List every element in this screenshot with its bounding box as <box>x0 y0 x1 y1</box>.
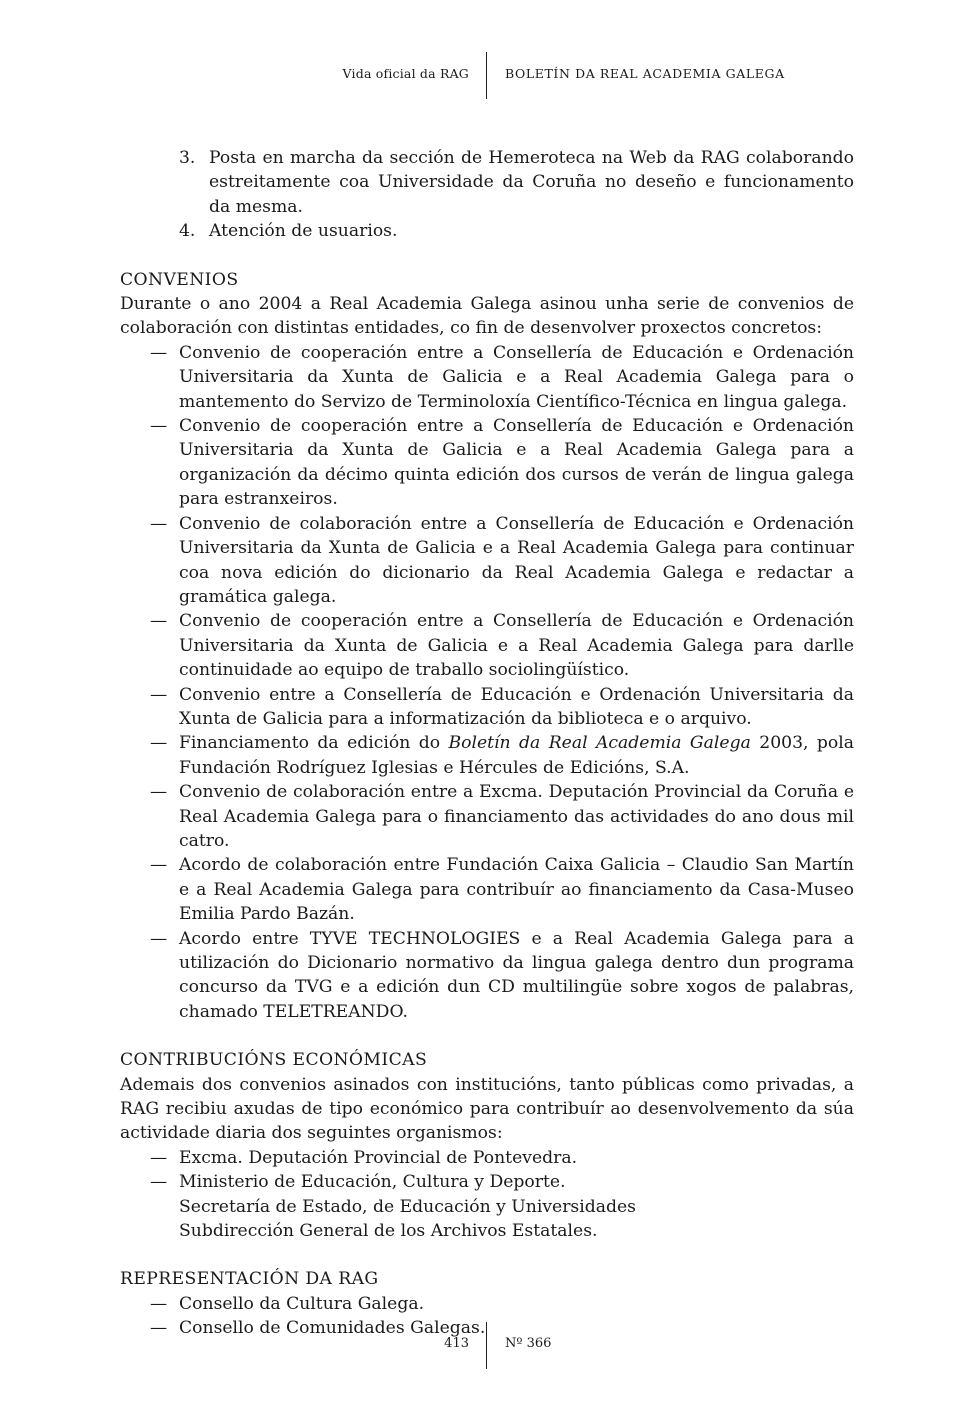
list-item <box>120 927 854 1025</box>
item-text: Ministerio de Educación, Cultura y Deporte. <box>179 1172 566 1193</box>
item-text: Convenio de colaboración entre a Consellería de Educación e Ordenación Universitaria da Xunta de Galicia e a Real Academia Galega para continuar coa nova edición do dicionario da Real Academia Galega e redactar a gramática galega. <box>179 513 854 607</box>
item-number: 3. <box>179 148 196 168</box>
dash-marker: — <box>150 1293 168 1314</box>
list-item <box>120 341 854 414</box>
list-item <box>120 219 854 243</box>
dash-marker: — <box>150 684 168 705</box>
convenios-list <box>120 341 854 1024</box>
item-number: 4. <box>179 221 196 242</box>
list-item <box>120 1292 854 1316</box>
item-text: Acordo entre TYVE TECHNOLOGIES e a Real Academia Galega para a utilización do Dicionario normativo da lingua galega dentro dun programa concurso da TVG e a edición dun CD multilingüe sobre xogos de palabras, chamado TELETREANDO. <box>179 928 854 1022</box>
dash-marker: — <box>150 513 168 534</box>
numbered-list <box>120 146 854 244</box>
item-text: Convenio de cooperación entre a Consellería de Educación e Ordenación Universitaria da Xunta de Galicia e a Real Academia Galega para a organización da décimo quinta edición dos cursos de verán de lingua galega para estranxeiros. <box>179 416 854 510</box>
publication-title-italic: Boletín da Real Academia Galega <box>448 733 751 754</box>
list-item <box>120 146 854 219</box>
section-intro: Durante o ano 2004 a Real Academia Galega asinou unha serie de convenios de colaboración con distintas entidades, co fin de desenvolver proxectos concretos: <box>120 294 854 339</box>
page-body <box>120 146 854 1341</box>
item-text: Convenio entre a Consellería de Educación e Ordenación Universitaria da Xunta de Galicia para a informatización da biblioteca e o arquivo. <box>179 684 854 729</box>
footer-divider <box>486 1322 487 1369</box>
header-section-title: Vida oficial da RAG <box>342 66 469 81</box>
list-item <box>120 1146 854 1170</box>
item-text: Posta en marcha da sección de Hemeroteca na Web da RAG colaborando estreitamente coa Universidade da Coruña no deseño e funcionamento da mesma. <box>209 148 854 217</box>
dash-marker: — <box>150 782 168 803</box>
item-text-line2: Secretaría de Estado, de Educación y Universidades <box>179 1196 636 1217</box>
list-item <box>120 683 854 732</box>
item-text-suffix: 2003, pola Fundación Rodríguez Iglesias e Hércules de Edicións, S.A. <box>179 733 854 778</box>
item-text: Atención de usuarios. <box>209 221 398 242</box>
contribucions-list <box>120 1146 854 1244</box>
section-heading: CONVENIOS <box>120 269 239 290</box>
list-item <box>120 853 854 926</box>
page-number: 413 <box>444 1336 469 1351</box>
list-item <box>120 414 854 512</box>
dash-marker: — <box>150 733 168 754</box>
section-heading: CONTRIBUCIÓNS ECONÓMICAS <box>120 1050 428 1071</box>
list-item <box>120 731 854 780</box>
running-footer <box>0 1322 975 1370</box>
issue-number: Nº 366 <box>505 1336 552 1351</box>
item-text-prefix: Financiamento da edición do <box>179 733 449 754</box>
item-text: Consello de Comunidades Galegas. <box>179 1318 486 1339</box>
dash-marker: — <box>150 855 168 876</box>
item-text: Acordo de colaboración entre Fundación Caixa Galicia – Claudio San Martín e a Real Academia Galega para contribuír ao financiamento da Casa-Museo Emilia Pardo Bazán. <box>179 855 854 925</box>
running-header <box>0 52 975 100</box>
section-contribucions <box>120 1048 854 1243</box>
header-publication-title: BOLETÍN DA REAL ACADEMIA GALEGA <box>505 66 785 81</box>
dash-marker: — <box>150 1318 168 1339</box>
dash-marker: — <box>150 416 168 437</box>
dash-marker: — <box>150 611 168 632</box>
item-text: Consello da Cultura Galega. <box>179 1293 425 1314</box>
dash-marker: — <box>150 1147 168 1168</box>
section-convenios <box>120 268 854 1025</box>
item-text: Convenio de colaboración entre a Excma. Deputación Provincial da Coruña e Real Academia Galega para o financiamento das actividades do ano dous mil catro. <box>179 782 854 851</box>
item-text-line3: Subdirección General de los Archivos Estatales. <box>179 1221 598 1242</box>
header-divider <box>486 52 487 99</box>
section-heading: REPRESENTACIÓN DA RAG <box>120 1269 379 1290</box>
section-intro: Ademais dos convenios asinados con institucións, tanto públicas como privadas, a RAG recibiu axudas de tipo económico para contribuír ao desenvolvemento da súa actividade diaria dos seguintes organismos: <box>120 1074 854 1144</box>
item-text: Convenio de cooperación entre a Consellería de Educación e Ordenación Universitaria da Xunta de Galicia e a Real Academia Galega para o mantemento do Servizo de Terminoloxía Científico-Técnica en lingua galega. <box>179 342 854 412</box>
dash-marker: — <box>150 342 168 363</box>
list-item <box>120 780 854 853</box>
list-item <box>120 609 854 682</box>
dash-marker: — <box>150 928 168 949</box>
item-text: Convenio de cooperación entre a Consellería de Educación e Ordenación Universitaria da Xunta de Galicia e a Real Academia Galega para darlle continuidade ao equipo de traballo sociolingüístico. <box>179 611 854 681</box>
list-item <box>120 1170 854 1243</box>
list-item <box>120 512 854 610</box>
dash-marker: — <box>150 1172 168 1193</box>
item-text: Excma. Deputación Provincial de Pontevedra. <box>179 1147 578 1168</box>
